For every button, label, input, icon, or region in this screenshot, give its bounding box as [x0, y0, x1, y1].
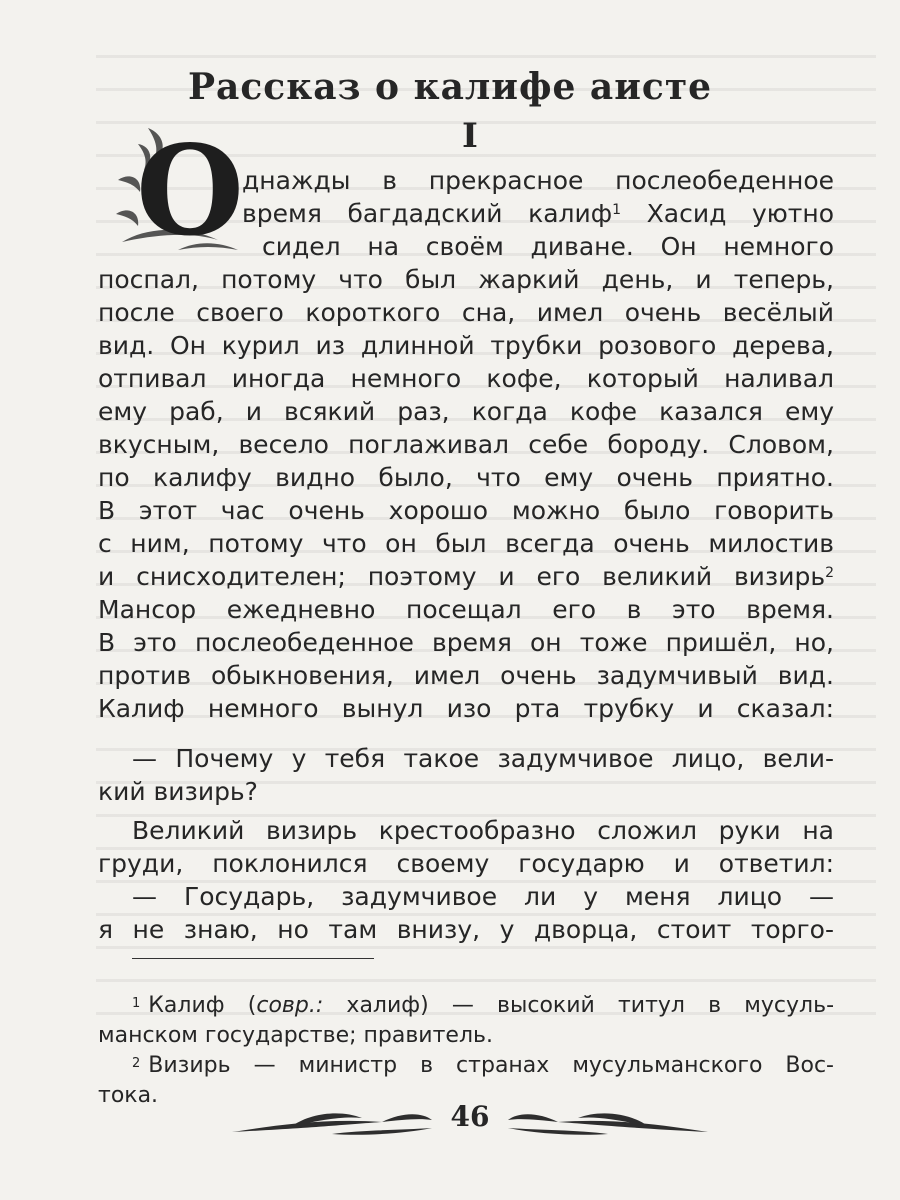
text-line: днажды в прекрасное послеобеденное	[242, 166, 834, 195]
text-line: В это послеобеденное время он тоже пришёл, но,	[98, 628, 834, 657]
footnote-ref: 1	[612, 202, 622, 218]
text-line: Мансор ежедневно посещал его в это время.	[98, 595, 834, 624]
page-number: 46	[450, 1100, 490, 1133]
text-line: поспал, потому что был жаркий день, и теперь,	[98, 265, 834, 294]
text-line: Калиф немного вынул изо рта трубку и сказал:	[98, 694, 834, 723]
text-line: Великий визирь крестообразно сложил руки на	[132, 816, 834, 845]
text-line: вид. Он курил из длинной трубки розового дерева,	[98, 331, 834, 360]
text-line: по калифу видно было, что ему очень приятно.	[98, 463, 834, 492]
text-line: отпивал иногда немного кофе, который наливал	[98, 364, 834, 393]
text-line: с ним, потому что он был всегда очень милостив	[98, 529, 834, 558]
text-line: вкусным, весело поглаживал себе бороду. Словом,	[98, 430, 834, 459]
text-line: кий визирь?	[98, 777, 258, 806]
chapter-number: I	[462, 116, 478, 156]
text-line: ему раб, и всякий раз, когда кофе казался ему	[98, 397, 834, 426]
text-line: груди, поклонился своему государю и ответил:	[98, 849, 834, 878]
text-line: время багдадский калиф$^1$ Хасид уютно	[242, 199, 834, 228]
footnote-1-cont: манском государстве; правитель.	[98, 1023, 493, 1048]
footnote-divider	[132, 958, 374, 959]
text-line: и снисходителен; поэтому и его великий визирь$^2$	[98, 562, 834, 591]
text-line: я не знаю, но там внизу, у дворца, стоит торго-	[98, 915, 834, 944]
text-line: — Государь, задумчивое ли у меня лицо —	[132, 882, 834, 911]
footnote-ref: 2	[825, 565, 834, 581]
drop-cap	[108, 119, 246, 264]
text-line: В этот час очень хорошо можно было говорить	[98, 496, 834, 525]
text-line: сидел на своём диване. Он немного	[262, 232, 834, 261]
footnote-2-cont: тока.	[98, 1083, 159, 1108]
text-line: против обыкновения, имел очень задумчивый вид.	[98, 661, 834, 690]
text-line: — Почему у тебя такое задумчивое лицо, вели-	[132, 744, 834, 773]
footnote-2: $^2$ Визирь — министр в странах мусульманского Вос-	[132, 1053, 834, 1078]
footnote-1: $^1$ Калиф (совр.: халиф) — высокий титул в мусуль-	[132, 993, 835, 1018]
text-line: после своего короткого сна, имел очень весёлый	[98, 298, 834, 327]
story-title: Рассказ о калифе аисте	[187, 66, 713, 108]
drop-cap-letter: О	[136, 119, 245, 264]
